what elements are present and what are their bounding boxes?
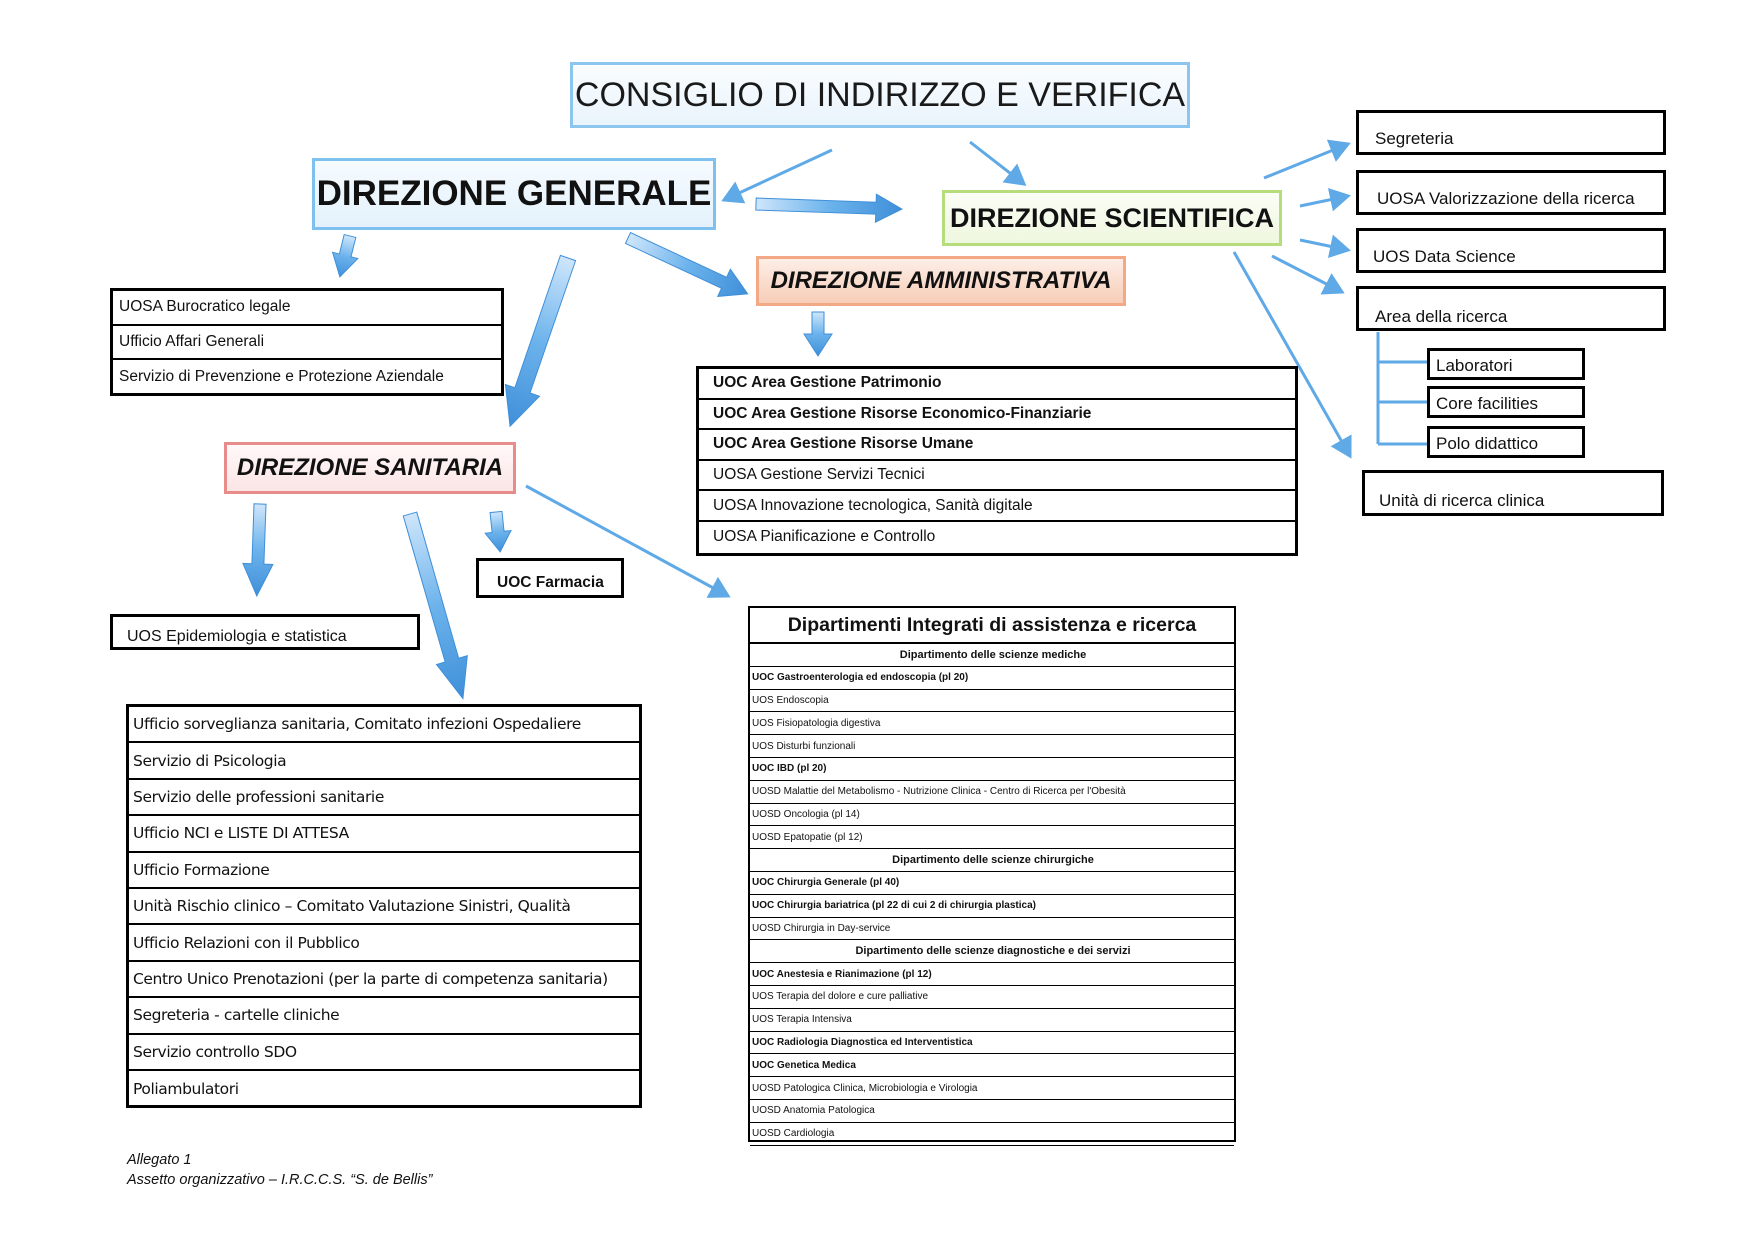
sanitaria-office: Ufficio Formazione [129, 853, 639, 889]
department-unit: UOC Radiologia Diagnostica ed Interventistica [750, 1032, 1234, 1055]
department-unit: UOS Disturbi funzionali [750, 735, 1234, 758]
polo-didattico-box: Polo didattico [1427, 426, 1585, 458]
department-unit: UOS Fisiopatologia digestiva [750, 712, 1234, 735]
arrow-sci-datascience [1300, 240, 1348, 250]
segreteria-box: Segreteria [1356, 110, 1666, 155]
laboratori-box: Laboratori [1427, 348, 1585, 380]
department-unit: UOC Chirurgia bariatrica (pl 22 di cui 2 di chirurgia plastica) [750, 895, 1234, 918]
amministrativa-unit: UOC Area Gestione Risorse Umane [699, 430, 1295, 461]
dipartimenti-table [748, 606, 1236, 1142]
department-unit: UOSD Malattie del Metabolismo - Nutrizione Clinica - Centro di Ricerca per l'Obesità [750, 781, 1234, 804]
farmacia-box: UOC Farmacia [476, 558, 624, 598]
block-arrow-gen-legale [327, 233, 362, 280]
arrow-sci-area [1272, 256, 1342, 292]
data-science-box: UOS Data Science [1356, 228, 1666, 273]
sanitaria-office: Segreteria - cartelle cliniche [129, 998, 639, 1034]
amministrativa-unit: UOSA Gestione Servizi Tecnici [699, 461, 1295, 492]
dipartimenti-title: Dipartimenti Integrati di assistenza e ricerca [750, 608, 1234, 644]
department-unit: UOSD Anatomia Patologica [750, 1100, 1234, 1123]
sanitaria-offices-table [126, 704, 642, 1108]
arrow-sci-segreteria [1264, 144, 1348, 178]
amministrativa-units-table [696, 366, 1298, 556]
sanitaria-office: Poliambulatori [133, 1080, 239, 1099]
arrow-consiglio-scientifica [970, 142, 1024, 184]
sanitaria-office: Unità Rischio clinico – Comitato Valutazione Sinistri, Qualità [129, 889, 639, 925]
department-header: Dipartimento delle scienze diagnostiche e dei servizi [750, 940, 1234, 963]
amministrativa-unit: UOSA Pianificazione e Controllo [713, 528, 936, 546]
department-unit: UOC Genetica Medica [750, 1054, 1234, 1077]
department-unit: UOC Chirurgia Generale (pl 40) [750, 872, 1234, 895]
department-header: Dipartimento delle scienze chirurgiche [750, 849, 1234, 872]
footer-line-1: Allegato 1 [127, 1152, 192, 1168]
sanitaria-office: Servizio di Psicologia [129, 743, 639, 779]
direzione-sanitaria-box: DIREZIONE SANITARIA [224, 442, 516, 494]
department-unit: UOSD Chirurgia in Day-service [750, 918, 1234, 941]
direzione-amministrativa-box: DIREZIONE AMMINISTRATIVA [756, 256, 1126, 306]
valorizzazione-ricerca-box: UOSA Valorizzazione della ricerca [1356, 170, 1666, 215]
amministrativa-unit: UOC Area Gestione Patrimonio [699, 369, 1295, 400]
block-arrow-amm-uoc [804, 312, 832, 356]
department-unit: UOS Terapia del dolore e cure palliative [750, 986, 1234, 1009]
sanitaria-office: Ufficio sorveglianza sanitaria, Comitato infezioni Ospedaliere [129, 707, 639, 743]
area-ricerca-box: Area della ricerca [1356, 286, 1666, 331]
department-unit: UOS Terapia Intensiva [750, 1009, 1234, 1032]
consiglio-indirizzo-box: CONSIGLIO DI INDIRIZZO E VERIFICA [570, 62, 1190, 128]
sanitaria-office: Servizio controllo SDO [129, 1035, 639, 1071]
block-arrow-gen-scientifica [756, 190, 903, 223]
amministrativa-unit: UOSA Innovazione tecnologica, Sanità digitale [699, 491, 1295, 522]
epidemiologia-box: UOS Epidemiologia e statistica [110, 614, 420, 650]
department-unit: UOC Anestesia e Rianimazione (pl 12) [750, 963, 1234, 986]
sanitaria-office: Servizio delle professioni sanitarie [129, 780, 639, 816]
footer-line-2: Assetto organizzativo – I.R.C.C.S. “S. de Bellis” [127, 1172, 433, 1188]
amministrativa-unit: UOC Area Gestione Risorse Economico-Finanziarie [699, 400, 1295, 431]
direzione-scientifica-box: DIREZIONE SCIENTIFICA [942, 190, 1282, 246]
department-unit: UOSD Patologica Clinica, Microbiologia e Virologia [750, 1077, 1234, 1100]
block-arrow-gen-sanitaria [493, 252, 585, 432]
department-unit: UOS Endoscopia [750, 690, 1234, 713]
sanitaria-office: Ufficio Relazioni con il Pubblico [129, 925, 639, 961]
generale-unit: Servizio di Prevenzione e Protezione Aziendale [119, 368, 444, 386]
department-header: Dipartimento delle scienze mediche [750, 644, 1234, 667]
sanitaria-office: Centro Unico Prenotazioni (per la parte di competenza sanitaria) [129, 962, 639, 998]
generale-unit: UOSA Burocratico legale [113, 291, 501, 326]
block-arrow-san-offices [395, 510, 479, 703]
department-unit: UOSD Cardiologia [750, 1123, 1234, 1146]
block-arrow-san-farmacia [483, 511, 513, 553]
department-unit: UOSD Oncologia (pl 14) [750, 804, 1234, 827]
direzione-generale-box: DIREZIONE GENERALE [312, 158, 716, 230]
sanitaria-office: Ufficio NCI e LISTE DI ATTESA [129, 816, 639, 852]
generale-units-table [110, 288, 504, 396]
generale-unit: Ufficio Affari Generali [113, 326, 501, 361]
department-unit: UOSD Epatopatie (pl 12) [750, 826, 1234, 849]
block-arrow-san-epidemiologia [242, 503, 275, 596]
ricerca-clinica-box: Unità di ricerca clinica [1362, 470, 1664, 516]
block-arrow-gen-amministrativa [622, 224, 754, 307]
footer-note [127, 1150, 432, 1190]
arrow-consiglio-generale [724, 150, 832, 200]
department-unit: UOC IBD (pl 20) [750, 758, 1234, 781]
arrow-sci-valorizzazione [1300, 196, 1348, 206]
department-unit: UOC Gastroenterologia ed endoscopia (pl 20) [750, 667, 1234, 690]
core-facilities-box: Core facilities [1427, 386, 1585, 418]
